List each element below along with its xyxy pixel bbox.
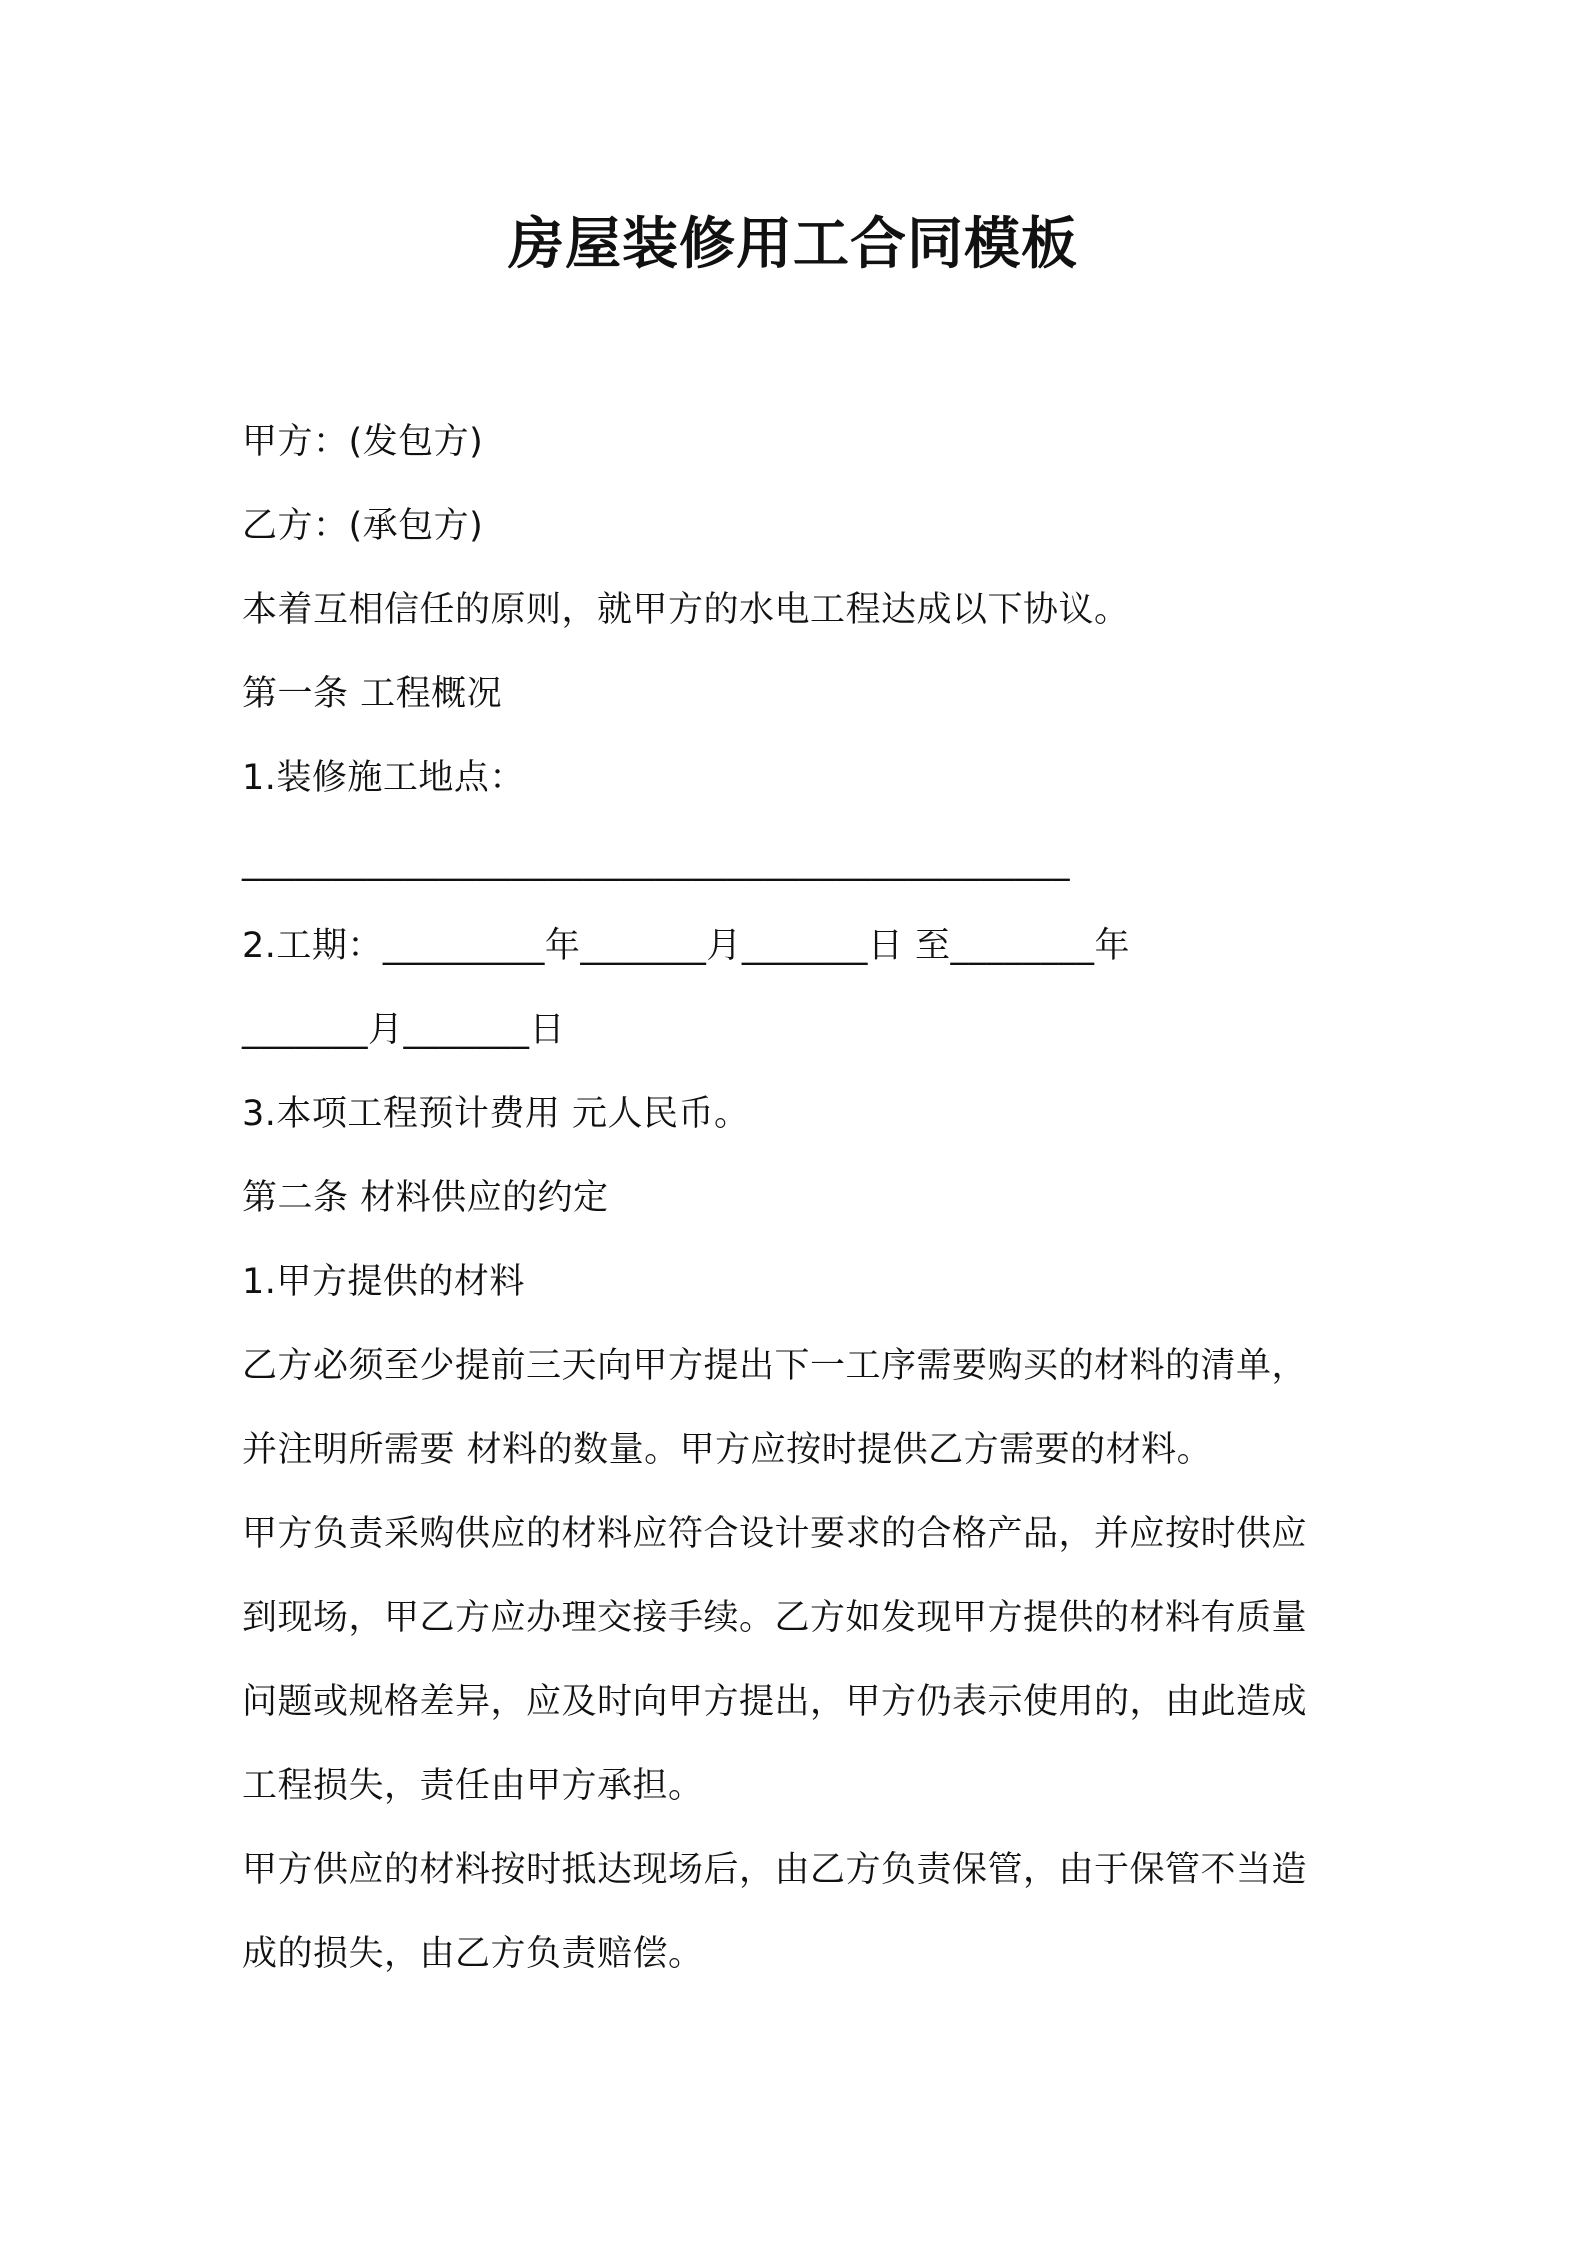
preamble-line: 本着互相信任的原则，就甲方的水电工程达成以下协议。 (242, 590, 1130, 630)
article-2-heading: 第二条 材料供应的约定 (242, 1178, 609, 1218)
estimated-cost-line: 3.本项工程预计费用 元人民币。 (242, 1094, 750, 1134)
document-title: 房屋装修用工合同模板 (508, 212, 1078, 277)
duration-line-continued: _______月_______日 (242, 1010, 566, 1050)
paragraph-line: 甲方供应的材料按时抵达现场后，由乙方负责保管，由于保管不当造 (242, 1850, 1308, 1890)
article-1-heading: 第一条 工程概况 (242, 674, 503, 714)
materials-by-party-a-heading: 1.甲方提供的材料 (242, 1262, 525, 1302)
paragraph-line: 甲方负责采购供应的材料应符合设计要求的合格产品，并应按时供应 (242, 1514, 1308, 1554)
site-location-line: 1.装修施工地点： (242, 758, 525, 798)
paragraph-line: 成的损失，由乙方负责赔偿。 (242, 1934, 704, 1974)
document-body (242, 400, 1362, 1996)
site-location-blank: ______________________________________________ (242, 842, 1070, 882)
party-b-line: 乙方：(承包方) (242, 506, 484, 546)
paragraph-line: 到现场，甲乙方应办理交接手续。乙方如发现甲方提供的材料有质量 (242, 1598, 1308, 1638)
paragraph-line: 乙方必须至少提前三天向甲方提出下一工序需要购买的材料的清单， (242, 1346, 1308, 1386)
paragraph-line: 问题或规格差异，应及时向甲方提出，甲方仍表示使用的，由此造成 (242, 1682, 1308, 1722)
duration-line: 2.工期：_________年_______月_______日 至________年 (242, 926, 1131, 966)
paragraph-line: 工程损失，责任由甲方承担。 (242, 1766, 704, 1806)
party-a-line: 甲方：(发包方) (242, 422, 484, 462)
paragraph-line: 并注明所需要 材料的数量。甲方应按时提供乙方需要的材料。 (242, 1430, 1213, 1470)
